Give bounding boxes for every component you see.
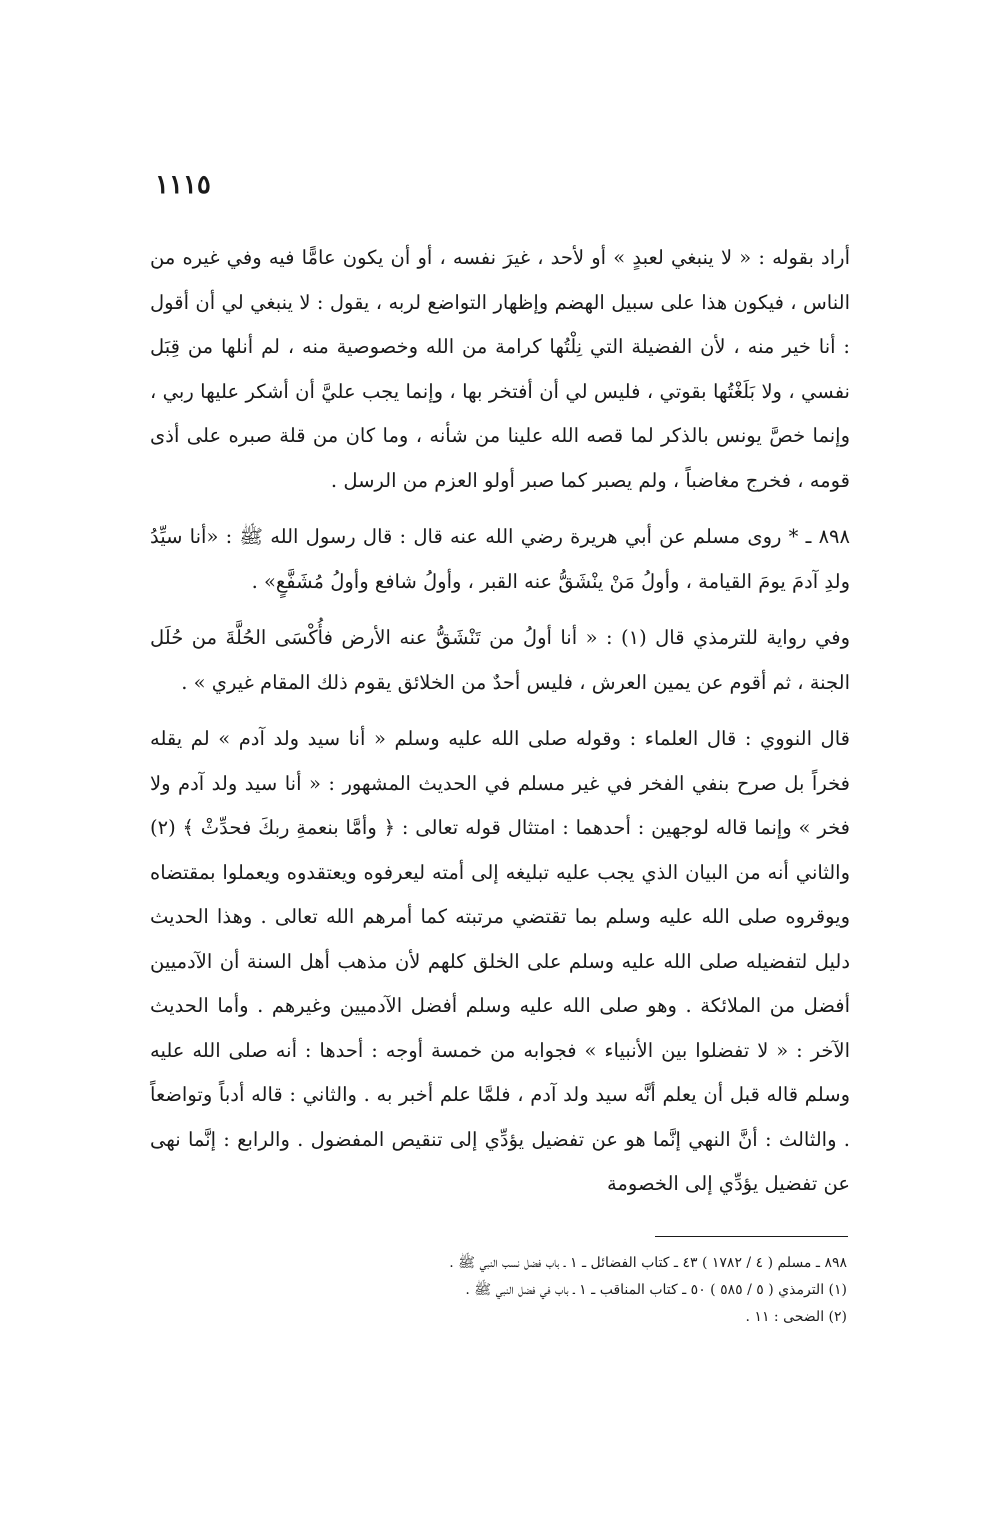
nawawi-commentary-paragraph: قال النووي : قال العلماء : وقوله صلى الله عليه وسلم « أنا سيد ولد آدم » لم يقله فخراً بل صرح بنفي الفخر في غير مسلم في الحديث المشهور : « أنا سيد ولد آدم ولا فخر » وإنما قاله لوجهين : أحدهما : امتثال قوله تعالى : ﴿ وأمَّا بنعمةِ ربكَ فحدِّثْ ﴾ (٢) والثاني أنه من البيان الذي يجب عليه تبليغه إلى أمته ليعرفوه ويعتقدوه ويعملوا بمقتضاه ويوقروه صلى الله عليه وسلم بما تقتضي مرتبته كما أمرهم الله تعالى . وهذا الحديث دليل لتفضيله صلى الله عليه وسلم على الخلق كلهم لأن مذهب أهل السنة أن الآدميين أفضل من الملائكة . وهو صلى الله عليه وسلم أفضل الآدميين وغيرهم . وأما الحديث الآخر : « لا تفضلوا بين الأنبياء » فجوابه من خمسة أوجه : أحدها : أنه صلى الله عليه وسلم قاله قبل أن يعلم أنَّه سيد ولد آدم ، فلمَّا علم أخبر به . والثاني : قاله أدباً وتواضعاً . والثالث : أنَّ النهي إنَّما هو عن تفضيل يؤدِّي إلى تنقيص المفضول . والرابع : إنَّما نهى عن تفضيل يؤدِّي إلى الخصومة — [150, 727, 850, 1195]
footnote-2: (٢) الضحى : ١١ . — [745, 1309, 847, 1325]
page-number: ١١١٥ — [155, 170, 211, 200]
footnote-898: ٨٩٨ ـ مسلم ( ٤ / ١٧٨٢ ) ٤٣ ـ كتاب الفضائل ـ ١ ـ باب فضل نسب النبي ﷺ . — [449, 1255, 847, 1271]
commentary-paragraph: أراد بقوله : « لا ينبغي لعبدٍ » أو لأحد ، غيرَ نفسه ، أو أن يكون عامًّا فيه وفي غيره من الناس ، فيكون هذا على سبيل الهضم وإظهار التواضع لربه ، يقول : لا ينبغي لي أن أقول : أنا خير منه ، لأن الفضيلة التي نِلْتُها كرامة من الله وخصوصية منه ، لم أنلها من قِبَل نفسي ، ولا بَلَغْتُها بقوتي ، فليس لي أن أفتخر بها ، وإنما يجب عليَّ أن أشكر عليها ربي ، وإنما خصَّ يونس بالذكر لما قصه الله علينا من شأنه ، وما كان من قلة صبره على أذى قومه ، فخرج مغاضباً ، ولم يصبر كما صبر أولو العزم من الرسل . — [150, 246, 850, 492]
tirmidhi-narration-paragraph: وفي رواية للترمذي قال (١) : « أنا أولُ من تَنْشَقُّ عنه الأرض فأُكْسَى الحُلَّةَ من حُلَل الجنة ، ثم أقوم عن يمين العرش ، فليس أحدٌ من الخلائق يقوم ذلك المقام غيري » . — [150, 626, 850, 694]
hadith-898-paragraph: ٨٩٨ ـ * روى مسلم عن أبي هريرة رضي الله عنه قال : قال رسول الله ﷺ : «أنا سيِّدُ ولدِ آدمَ يومَ القيامة ، وأولُ مَنْ ينْشَقُّ عنه القبر ، وأولُ شافع وأولُ مُشَفَّعٍ» . — [150, 525, 850, 593]
body-text — [150, 236, 850, 1207]
footnote-divider — [655, 1236, 848, 1237]
footnote-1: (١) الترمذي ( ٥ / ٥٨٥ ) ٥٠ ـ كتاب المناقب ـ ١ ـ باب في فضل النبي ﷺ . — [465, 1282, 847, 1298]
footnotes — [400, 1250, 847, 1331]
